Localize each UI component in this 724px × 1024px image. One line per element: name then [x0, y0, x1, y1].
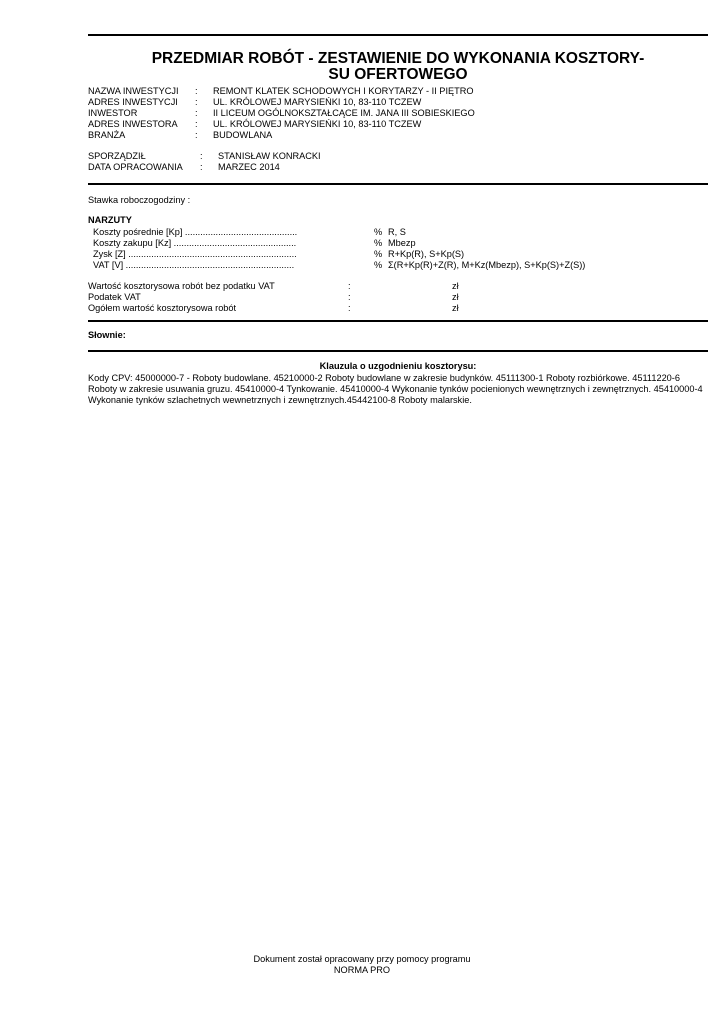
info-label: ADRES INWESTORA [88, 119, 178, 129]
klauzula-text: Kody CPV: 45000000-7 - Roboty budowlane. 45210000-2 Roboty budowlane w zakresie budynków. 45111300-1 Roboty rozbiórkowe. 45111220-6 Roboty w zakresie usuwania gruzu. 45410000-4 Tynkowanie. 45410000-4 Wykonanie tynków pocienionych wewnętrznych i zewnętrznych. 45410000-4 Wykonanie tynków szlachetnych wewnetrznych i zewnętrznych.45442100-8 Roboty malarskie. [88, 373, 703, 406]
section-rule [88, 183, 708, 185]
total-label: Ogółem wartość kosztorysowa robót [88, 303, 237, 313]
narzut-percent: % [374, 227, 383, 237]
info-colon: : [195, 97, 198, 107]
info-colon: : [195, 86, 198, 96]
info-colon: : [195, 130, 198, 140]
narzut-label: Koszty pośrednie [Kp] ............................................ [93, 227, 298, 237]
info-value: REMONT KLATEK SCHODOWYCH I KORYTARZY - II PIĘTRO [213, 86, 474, 96]
prepared-label: SPORZĄDZIŁ [88, 151, 146, 161]
footer-line-2: NORMA PRO [333, 965, 391, 975]
info-colon: : [195, 108, 198, 118]
prepared-colon: : [200, 162, 203, 172]
total-colon: : [348, 303, 351, 313]
info-label: ADRES INWESTYCJI [88, 97, 178, 107]
top-rule [88, 34, 708, 36]
info-colon: : [195, 119, 198, 129]
footer-line-1: Dokument został opracowany przy pomocy programu [253, 954, 471, 964]
info-value: II LICEUM OGÓLNOKSZTAŁCĄCE IM. JANA III SOBIESKIEGO [213, 108, 475, 118]
total-colon: : [348, 292, 351, 302]
info-label: BRANŻA [88, 130, 126, 140]
total-colon: : [348, 281, 351, 291]
info-label: INWESTOR [88, 108, 138, 118]
title-line-1: PRZEDMIAR ROBÓT - ZESTAWIENIE DO WYKONANIA KOSZTORY- [151, 50, 645, 67]
narzut-label: Koszty zakupu [Kz] ................................................ [93, 238, 297, 248]
section-rule [88, 350, 708, 352]
prepared-label: DATA OPRACOWANIA [88, 162, 183, 172]
narzuty-heading: NARZUTY [88, 215, 132, 225]
total-label: Podatek VAT [88, 292, 141, 302]
rate-label: Stawka roboczogodziny : [88, 195, 191, 205]
narzut-percent: % [374, 249, 383, 259]
page-title [88, 51, 708, 83]
narzut-formula: R, S [388, 227, 406, 237]
prepared-value: MARZEC 2014 [218, 162, 280, 172]
slownie-label: Słownie: [88, 330, 126, 340]
narzut-percent: % [374, 238, 383, 248]
info-label: NAZWA INWESTYCJI [88, 86, 179, 96]
footer [0, 954, 724, 976]
info-value: UL. KRÓLOWEJ MARYSIEŃKI 10, 83-110 TCZEW [213, 119, 422, 129]
info-value: UL. KRÓLOWEJ MARYSIEŃKI 10, 83-110 TCZEW [213, 97, 422, 107]
prepared-value: STANISŁAW KONRACKI [218, 151, 321, 161]
narzut-label: Zysk [Z] .................................................................. [93, 249, 297, 259]
total-unit: zł [452, 292, 459, 302]
total-unit: zł [452, 303, 459, 313]
narzut-formula: Σ(R+Kp(R)+Z(R), M+Kz(Mbezp), S+Kp(S)+Z(S)) [388, 260, 586, 270]
info-value: BUDOWLANA [213, 130, 273, 140]
klauzula-heading: Klauzula o uzgodnieniu kosztorysu: [319, 361, 477, 371]
total-unit: zł [452, 281, 459, 291]
narzut-formula: Mbezp [388, 238, 416, 248]
narzut-formula: R+Kp(R), S+Kp(S) [388, 249, 465, 259]
total-label: Wartość kosztorysowa robót bez podatku VAT [88, 281, 275, 291]
prepared-colon: : [200, 151, 203, 161]
title-line-2: SU OFERTOWEGO [328, 66, 468, 83]
narzut-percent: % [374, 260, 383, 270]
section-rule [88, 320, 708, 322]
narzut-label: VAT [V] .................................................................. [93, 260, 295, 270]
